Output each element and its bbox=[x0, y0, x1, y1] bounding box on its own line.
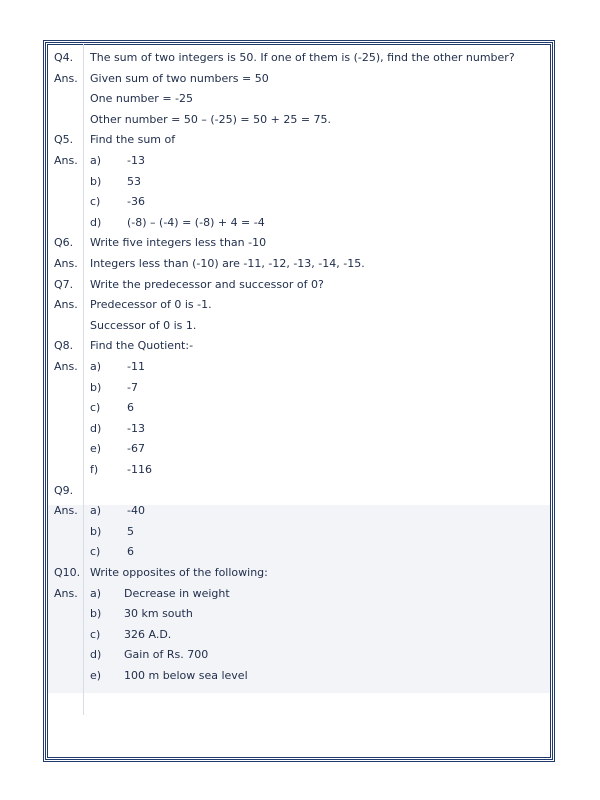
qa-row-ans bbox=[48, 584, 548, 604]
row-text: -11 bbox=[127, 360, 145, 373]
row-text: Write five integers less than -10 bbox=[90, 236, 267, 250]
qa-row bbox=[48, 378, 548, 398]
row-text: 5 bbox=[127, 524, 134, 538]
sub-label: b) bbox=[90, 607, 102, 621]
qa-row-ans bbox=[48, 501, 548, 521]
sub-label: b) bbox=[90, 174, 102, 188]
row-text: Other number = 50 – (-25) = 50 + 25 = 75. bbox=[90, 112, 332, 126]
row-text: Integers less than (-10) are -11, -12, -13, -14, -15. bbox=[90, 257, 365, 270]
row-text: -13 bbox=[127, 421, 145, 435]
sub-label: d) bbox=[90, 648, 102, 662]
sub-label: c) bbox=[90, 195, 101, 209]
qa-row-q7 bbox=[48, 275, 548, 295]
sub-label: e) bbox=[90, 442, 102, 456]
row-text: Find the sum of bbox=[90, 133, 176, 147]
qa-row-ans bbox=[48, 254, 548, 274]
row-label: Ans. bbox=[54, 504, 78, 518]
qa-row-ans bbox=[48, 295, 548, 315]
row-label: Ans. bbox=[54, 360, 78, 373]
row-label: Ans. bbox=[54, 298, 78, 312]
qa-row bbox=[48, 625, 548, 645]
sub-label: b) bbox=[90, 524, 102, 538]
row-label: Ans. bbox=[54, 257, 78, 270]
row-text: Given sum of two numbers = 50 bbox=[90, 71, 269, 85]
row-text: -13 bbox=[127, 154, 145, 167]
sub-label: a) bbox=[90, 154, 102, 167]
row-text: Decrease in weight bbox=[124, 586, 230, 600]
qa-row-q8 bbox=[48, 336, 548, 356]
row-text: -36 bbox=[127, 195, 145, 209]
row-text: The sum of two integers is 50. If one of them is (-25), find the other number? bbox=[90, 51, 515, 64]
row-text: Write opposites of the following: bbox=[90, 566, 268, 579]
row-label: Q9. bbox=[54, 483, 74, 497]
qa-row-q6 bbox=[48, 233, 548, 253]
row-text: 30 km south bbox=[124, 607, 193, 621]
qa-row bbox=[48, 89, 548, 109]
qa-row-q5 bbox=[48, 130, 548, 150]
row-text: -116 bbox=[127, 463, 152, 476]
qa-row bbox=[48, 460, 548, 480]
row-text: 6 bbox=[127, 401, 134, 415]
qa-row bbox=[48, 604, 548, 624]
row-text: -67 bbox=[127, 442, 145, 456]
sub-label: a) bbox=[90, 360, 102, 373]
sub-label: c) bbox=[90, 401, 101, 415]
row-text: -7 bbox=[127, 380, 138, 394]
qa-row bbox=[48, 522, 548, 542]
row-label: Q7. bbox=[54, 277, 74, 291]
row-label: Q6. bbox=[54, 236, 74, 250]
qa-row bbox=[48, 398, 548, 418]
qa-row-q4 bbox=[48, 48, 548, 68]
row-label: Ans. bbox=[54, 71, 78, 85]
row-text: (-8) – (-4) = (-8) + 4 = -4 bbox=[127, 215, 265, 229]
sub-label: a) bbox=[90, 586, 102, 600]
sub-label: d) bbox=[90, 215, 102, 229]
row-text: -40 bbox=[127, 504, 145, 518]
sub-label: d) bbox=[90, 421, 102, 435]
row-text: 100 m below sea level bbox=[124, 669, 248, 682]
qa-row bbox=[48, 542, 548, 562]
qa-row bbox=[48, 192, 548, 212]
sub-label: c) bbox=[90, 545, 101, 559]
row-label: Q10. bbox=[54, 566, 81, 579]
sub-label: a) bbox=[90, 504, 102, 518]
row-text: One number = -25 bbox=[90, 92, 194, 106]
row-label: Ans. bbox=[54, 586, 78, 600]
qa-row bbox=[48, 666, 548, 686]
row-text: 53 bbox=[127, 174, 141, 188]
row-text: Gain of Rs. 700 bbox=[124, 648, 209, 662]
qa-row-q9 bbox=[48, 481, 548, 501]
sub-label: e) bbox=[90, 669, 102, 682]
qa-row-ans bbox=[48, 357, 548, 377]
row-text: 326 A.D. bbox=[124, 627, 172, 641]
qa-row-q10 bbox=[48, 563, 548, 583]
row-text: Successor of 0 is 1. bbox=[90, 318, 197, 332]
qa-row bbox=[48, 316, 548, 336]
sub-label: b) bbox=[90, 380, 102, 394]
qa-row bbox=[48, 419, 548, 439]
qa-row bbox=[48, 110, 548, 130]
qa-row bbox=[48, 645, 548, 665]
sub-label: f) bbox=[90, 463, 99, 476]
qa-row bbox=[48, 439, 548, 459]
row-label: Q8. bbox=[54, 339, 74, 353]
row-label: Q5. bbox=[54, 133, 74, 147]
qa-row bbox=[48, 213, 548, 233]
sub-label: c) bbox=[90, 627, 101, 641]
row-label: Q4. bbox=[54, 51, 74, 64]
row-text: Find the Quotient:- bbox=[90, 339, 194, 353]
row-text: 6 bbox=[127, 545, 134, 559]
qa-row-ans bbox=[48, 69, 548, 89]
qa-row-ans bbox=[48, 151, 548, 171]
row-label: Ans. bbox=[54, 154, 78, 167]
row-text: Write the predecessor and successor of 0? bbox=[90, 277, 324, 291]
row-text: Predecessor of 0 is -1. bbox=[90, 298, 212, 312]
qa-row bbox=[48, 172, 548, 192]
